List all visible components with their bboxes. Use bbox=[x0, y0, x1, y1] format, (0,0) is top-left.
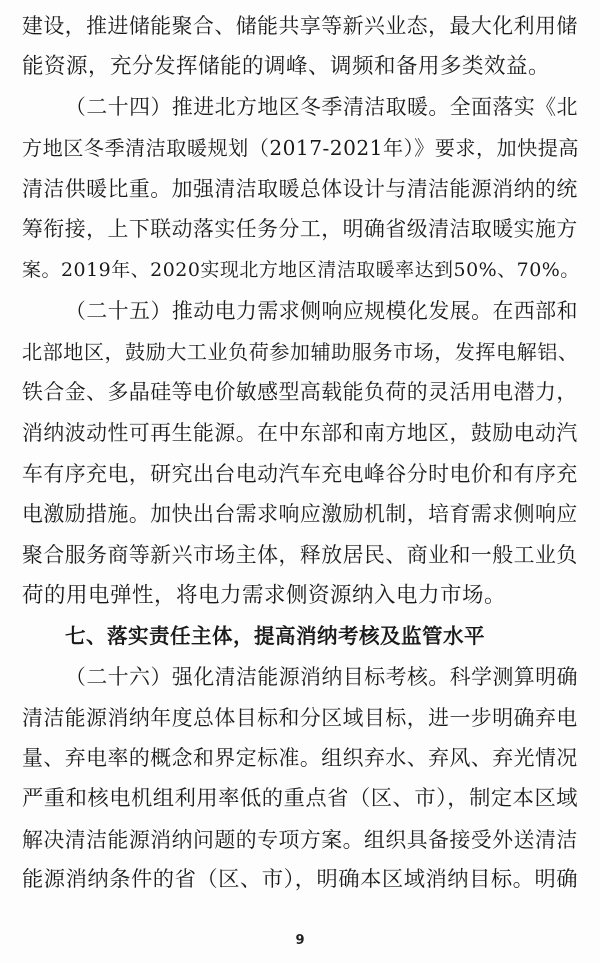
text-line: 量、弃电率的概念和界定标准。组织弃水、弃风、弃光情况 bbox=[22, 746, 578, 771]
text-line: 荷的用电弹性，将电力需求侧资源纳入电力市场。 bbox=[22, 582, 507, 608]
body-text bbox=[22, 6, 582, 901]
text-line: （二十四）推进北方地区冬季清洁取暖。全面落实《北 bbox=[65, 95, 578, 120]
text-line: 消纳波动性可再生能源。在中东部和南方地区，鼓励电动汽 bbox=[22, 420, 578, 445]
section-heading: 七、落实责任主体，提高消纳考核及监管水平 bbox=[65, 624, 485, 649]
text-line: 能源消纳条件的省（区、市），明确本区域消纳目标。明确 bbox=[22, 867, 579, 893]
text-line: 严重和核电机组利用率低的重点省（区、市），制定本区域 bbox=[22, 786, 579, 812]
page-number: 9 bbox=[295, 933, 305, 948]
text-line: （二十五）推动电力需求侧响应规模化发展。在西部和 bbox=[65, 298, 578, 323]
text-line: 车有序充电，研究出台电动汽车充电峰谷分时电价和有序充 bbox=[22, 461, 578, 486]
text-line: 铁合金、多晶硅等电价敏感型高载能负荷的灵活用电潜力， bbox=[22, 380, 578, 405]
text-line: 清洁供暖比重。加强清洁取暖总体设计与清洁能源消纳的统 bbox=[22, 176, 578, 201]
text-line: 案。2019年、2020实现北方地区清洁取暖率达到50%、70%。 bbox=[22, 259, 580, 282]
text-line: 解决清洁能源消纳问题的专项方案。组织具备接受外送清洁 bbox=[22, 827, 578, 852]
text-line: 电激励措施。加快出台需求响应激励机制，培育需求侧响应 bbox=[22, 502, 578, 527]
text-line: 方地区冬季清洁取暖规划（2017-2021年）》要求，加快提高 bbox=[22, 136, 579, 161]
text-line: 聚合服务商等新兴市场主体，释放居民、商业和一般工业负 bbox=[22, 542, 578, 567]
text-line: 清洁能源消纳年度总体目标和分区域目标，进一步明确弃电 bbox=[22, 705, 578, 730]
text-line: 建设，推进储能聚合、储能共享等新兴业态，最大化利用储 bbox=[22, 14, 578, 38]
text-line: 北部地区，鼓励大工业负荷参加辅助服务市场，发挥电解铝、 bbox=[22, 339, 579, 364]
text-line: 能资源，充分发挥储能的调峰、调频和备用多类效益。 bbox=[22, 53, 551, 79]
text-line: （二十六）强化清洁能源消纳目标考核。科学测算明确 bbox=[65, 665, 578, 689]
text-line: 筹衔接，上下联动落实任务分工，明确省级清洁取暖实施方 bbox=[22, 217, 578, 242]
